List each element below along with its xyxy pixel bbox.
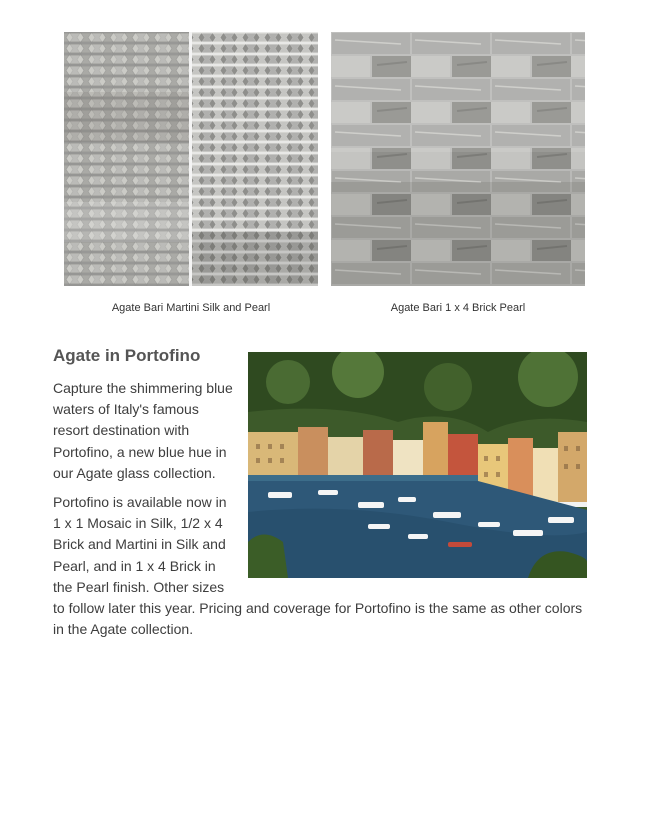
brick-tile-photo <box>331 32 585 286</box>
product-caption-martini: Agate Bari Martini Silk and Pearl <box>111 302 271 314</box>
martini-mosaic-image <box>64 32 318 286</box>
article-title: Agate in Portofino <box>53 346 201 365</box>
martini-mosaic-photo <box>64 32 318 286</box>
article-paragraph-2: Portofino is available now in 1 x 1 Mosaic in Silk, 1/2 x 4 Brick and Martini in Silk and Pearl, and in 1 x 4 Brick in the Pearl finish. Other sizes to follow later this year. Pricing and coverage for Portofino is the same as other colors in the Agate collection. <box>53 494 583 638</box>
article-body <box>53 378 588 648</box>
product-caption-brick: Agate Bari 1 x 4 Brick Pearl <box>390 302 526 314</box>
photo-wrap-spacer <box>236 378 588 581</box>
article-paragraph-1: Capture the shimmering blue waters of Italy's famous resort destination with Portofino, a new blue hue in our Agate glass collection. <box>53 380 233 481</box>
brick-tile-image <box>331 32 585 286</box>
